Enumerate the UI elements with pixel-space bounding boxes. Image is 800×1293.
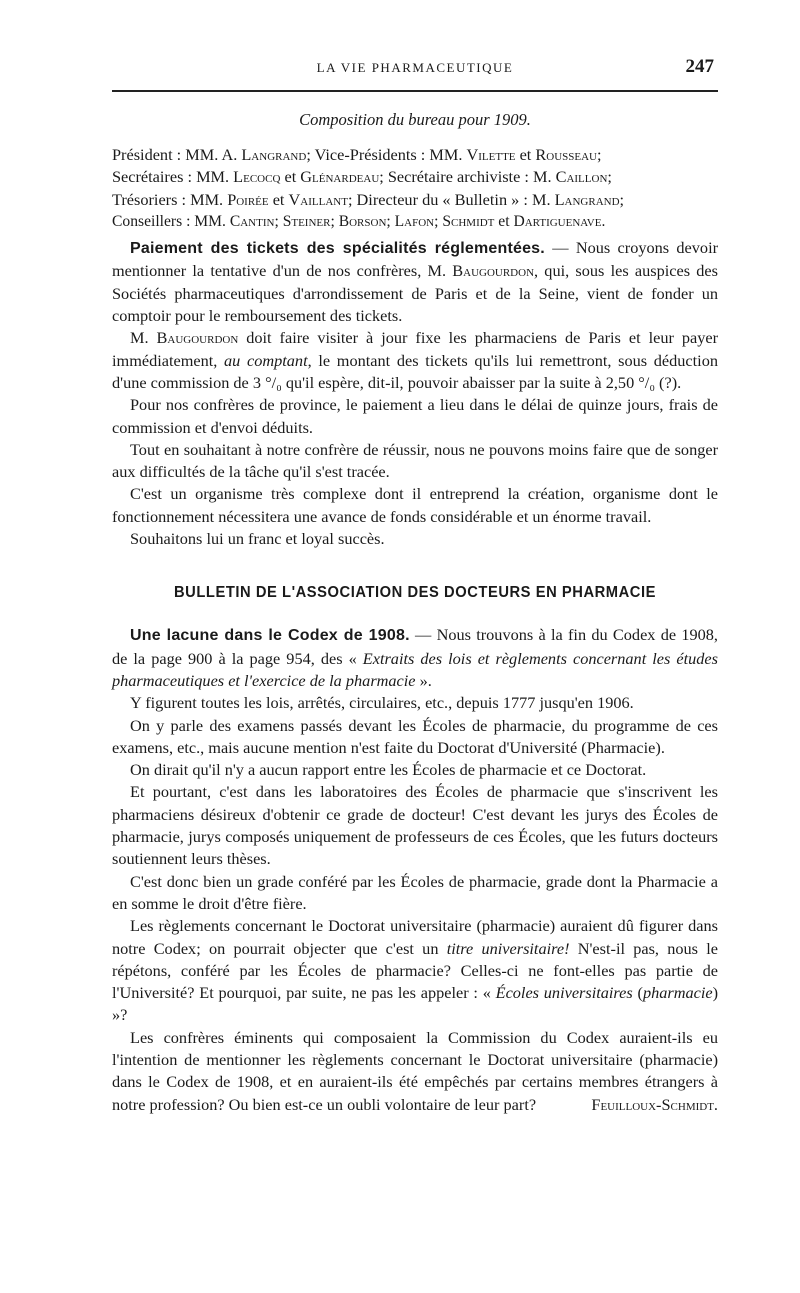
codex-paragraph-7: Les règlements concernant le Doctorat universitaire (pharmacie) auraient dû figurer dans notre Codex; on pourrait objecter que c'est un titre universitaire! N'est-il pas, nous le répétons, conféré par les Écoles de pharmacie? Celles-ci ne font-elles pas partie de l'Université? Et pourquoi, par suite, ne pas les appeler : « Écoles universitaires (pharmacie) »? xyxy=(112,916,718,1025)
section-title: BULLETIN DE L'ASSOCIATION DES DOCTEURS EN PHARMACIE xyxy=(174,584,656,602)
codex-paragraph-8: Les confrères éminents qui composaient la Commission du Codex auraient-ils eu l'intention de mentionner les règlements concernant le Doctorat universitaire (pharmacie) dans le Codex de 1908, et en auraient-ils été empêchés par certains membres étrangers à notre profession? Ou bien est-ce un oubli volontaire de leur part? Feuilloux-Schmidt. xyxy=(112,1027,718,1116)
codex-paragraph-3: On y parle des examens passés devant les Écoles de pharmacie, du programme de ces examens, etc., mais aucune mention n'est faite du Doctorat d'Université (Pharmacie). xyxy=(112,715,718,757)
signature: Feuilloux-Schmidt. xyxy=(591,1094,718,1114)
header-rule xyxy=(112,90,718,92)
tickets-paragraph-3: Pour nos confrères de province, le paiement a lieu dans le délai de quinze jours, frais de commission et d'envoi déduits. xyxy=(112,395,718,437)
tickets-paragraph-4: Tout en souhaitant à notre confrère de réussir, nous ne pouvons moins faire que de songer aux difficultés de la tâche qu'il s'est tracée. xyxy=(112,439,718,482)
tickets-paragraph-5: C'est un organisme très complexe dont il entreprend la création, organisme dont le fonctionnement nécessitera une avance de fonds considérable et un énorme travail. xyxy=(112,484,718,526)
codex-paragraph-2: Y figurent toutes les lois, arrêtés, circulaires, etc., depuis 1777 jusqu'en 1906. xyxy=(130,693,634,713)
running-title: LA VIE PHARMACEUTIQUE xyxy=(316,60,514,75)
tickets-heading: Paiement des tickets des spécialités réglementées. xyxy=(130,240,545,258)
page xyxy=(112,52,718,1116)
page-number: 247 xyxy=(685,56,714,77)
tickets-paragraph-6: Souhaitons lui un franc et loyal succès. xyxy=(130,529,385,549)
codex-paragraph-5: Et pourtant, c'est dans les laboratoires des Écoles de pharmacie que s'inscrivent les pharmaciens désireux d'obtenir ce grade de docteur! C'est devant les jurys des Écoles de pharmacie, jurys composés uniquement de professeurs de ces Écoles, que les futurs docteurs soutiennent leurs thèses. xyxy=(112,782,718,869)
tickets-paragraph-2: M. Baugourdon doit faire visiter à jour fixe les pharmaciens de Paris et leur payer immédiatement, au comptant, le montant des tickets qu'ils lui remettront, sous déduction d'une commission de 3 °/₀ qu'il espère, dit-il, pouvoir abaisser par la suite à 2,50 °/₀ (?). xyxy=(112,328,719,392)
running-header xyxy=(112,52,718,82)
tickets-paragraph-1: Paiement des tickets des spécialités réglementées. — Nous croyons devoir mentionner la tentative d'un de nos confrères, M. Baugourdon, qui, sous les auspices des Sociétés pharmaceutiques d'arrondissement de Paris et de la Seine, vient de fonder un comptoir pour le remboursement des tickets. xyxy=(112,238,719,326)
codex-paragraph-1: Une lacune dans le Codex de 1908. — Nous trouvons à la fin du Codex de 1908, de la page 900 à la page 954, des « Extraits des lois et règlements concernant les études pharmaceutiques et l'exercice de la pharmacie ». xyxy=(112,625,718,690)
bureau-line-1: Président : MM. A. Langrand; Vice-Présidents : MM. Vilette et Rousseau; xyxy=(112,145,602,164)
composition-title: Composition du bureau pour 1909. xyxy=(299,110,531,129)
bureau-line-2: Secrétaires : MM. Lecocq et Glénardeau; Secrétaire archiviste : M. Caillon; xyxy=(112,167,612,187)
codex-paragraph-4: On dirait qu'il n'y a aucun rapport entre les Écoles de pharmacie et ce Doctorat. xyxy=(130,760,647,780)
bureau-line-3: Trésoriers : MM. Poirée et Vaillant; Directeur du « Bulletin » : M. Langrand; xyxy=(112,189,625,209)
codex-heading: Une lacune dans le Codex de 1908. xyxy=(130,627,410,645)
bureau-line-4: Conseillers : MM. Cantin; Steiner; Borson; Lafon; Schmidt et Dartiguenave. xyxy=(112,212,606,230)
codex-paragraph-6: C'est donc bien un grade conféré par les Écoles de pharmacie, grade dont la Pharmacie a en somme le droit d'être fière. xyxy=(112,871,718,913)
